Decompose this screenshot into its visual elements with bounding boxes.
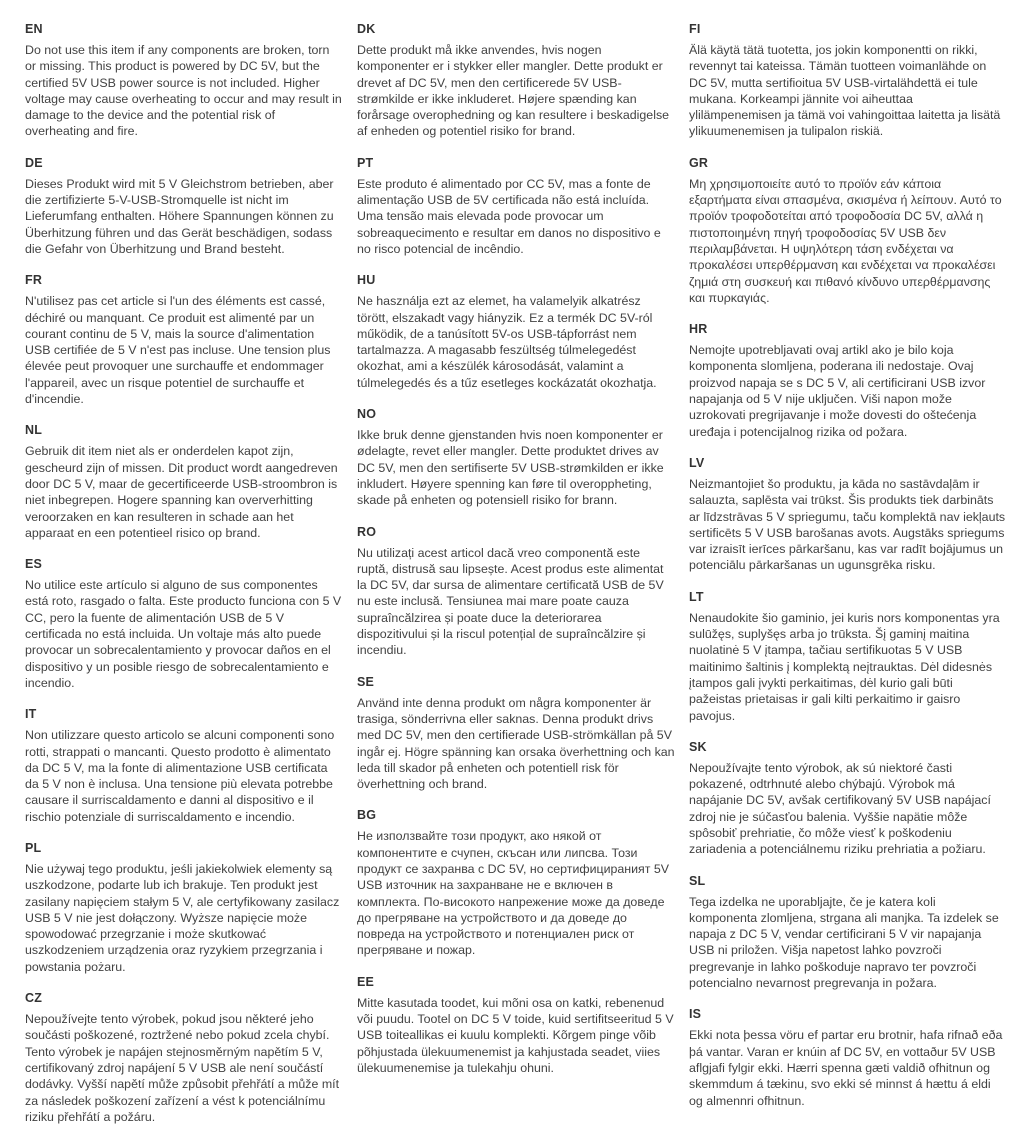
section-es (25, 557, 343, 691)
warning-text-pl: Nie używaj tego produktu, jeśli jakiekolwiek elementy są uszkodzone, podarte lub ich brakuje. Ten produkt jest zasilany napięciem stałym 5 V, ale certyfikowany zasilacz USB 5 V nie jest dołączony. Wyższe napięcie może spowodować przegrzanie i może skutkować uszkodzeniem urządzenia oraz ryzykiem przegrzania i powstania pożaru. (25, 861, 340, 974)
warning-text-bg: Не използвайте този продукт, ако някой от компонентите е счупен, скъсан или липсва. Този продукт се захранва с DC 5V, но сертифицираният 5V USB източник на захранване не е включен в комплекта. По-високото напрежение може да доведе до прегряване на устройството и да доведе до повреда на устройството и потенциален риск от прегряване и пожар. (357, 829, 670, 958)
language-code-hr: HR (689, 322, 708, 337)
section-de (25, 156, 343, 257)
language-code-lv: LV (689, 455, 705, 470)
section-lt (689, 590, 1007, 724)
warning-text-en: Do not use this item if any components are broken, torn or missing. This product is powered by DC 5V, but the certified 5V USB power source is not included. Higher voltage may cause overheating to occur and may result in damage to the device and the potential risk of overheating and fire. (25, 43, 342, 139)
section-ee (357, 975, 675, 1076)
language-code-ee: EE (357, 974, 375, 989)
column-1 (25, 22, 343, 1141)
warning-text-lv: Neizmantojiet šo produktu, ja kāda no sastāvdaļām ir salauzta, saplēsta vai trūkst. Šis produkts tiek darbināts ar līdzstrāvas 5 V spriegumu, taču komplektā nav iekļauts sertificēts 5 V USB barošanas avots. Augstāks spriegums var izraisīt ierīces pārkaršanu, kas var radīt bojājumus un potenciālu pārkaršanas un ugunsgrēka risku. (689, 476, 1006, 573)
warning-text-hu: Ne használja ezt az elemet, ha valamelyik alkatrész törött, elszakadt vagy hiányzik. Ez a termék DC 5V-ról működik, de a tanúsított 5V-os USB-tápforrást nem tartalmazza. A magasabb feszültség túlmelegedést okozhat, ami a készülék károsodását, valamint a túlmelegedés és a tűz esetleges kockázatát okozhatja. (357, 294, 657, 390)
section-dk (357, 22, 675, 140)
section-sk (689, 740, 1007, 858)
warning-text-cz: Nepoužívejte tento výrobek, pokud jsou některé jeho součásti poškozené, roztržené nebo pokud zcela chybí. Tento výrobek je napájen stejnosměrným napětím 5 V, certifikovaný zdroj napájení 5 V USB ale není součástí dodávky. Vyšší napětí může způsobit přehřátí a může mít za následek poškození zařízení a vést k potenciálnímu riziku přehřátí a požáru. (25, 1012, 340, 1124)
language-code-nl: NL (25, 423, 43, 438)
column-2 (357, 22, 675, 1141)
warning-text-sk: Nepoužívajte tento výrobok, ak sú niektoré časti pokazené, odtrhnuté alebo chýbajú. Výrobok má napájanie DC 5V, avšak certifikovaný 5V USB napájací zdroj nie je súčasťou balenia. Vyššie napätie môže spôsobiť prehriatie, čo môže viesť k poškodeniu zariadenia a potenciálnemu riziku prehriatia a požiaru. (689, 760, 991, 857)
warning-text-de: Dieses Produkt wird mit 5 V Gleichstrom betrieben, aber die zertifizierte 5-V-USB-Stromquelle ist nicht im Lieferumfang enthalten. Höhere Spannungen können zu Überhitzung führen und das Gerät beschädigen, sodass die Gefahr von Überhitzung und Brand besteht. (25, 176, 334, 256)
language-code-it: IT (25, 707, 37, 722)
warning-text-fr: N'utilisez pas cet article si l'un des éléments est cassé, déchiré ou manquant. Ce produit est alimenté par un courant continu de 5 V, mais la source d'alimentation USB certifiée de 5 V n'est pas incluse. Une tension plus élevée peut provoquer une surchauffe et endommager l'appareil, avec un risque potentiel de surchauffe et d'incendie. (25, 294, 331, 407)
language-code-fi: FI (689, 22, 701, 36)
language-code-sl: SL (689, 873, 706, 888)
language-code-sk: SK (689, 739, 707, 754)
section-se (357, 675, 675, 793)
warning-text-is: Ekki nota þessa vöru ef partar eru brotnir, hafa rifnað eða þá vantar. Varan er knúin af DC 5V, en vottaður 5V USB aflgjafi fylgir ekki. Hærri spenna gæti valdið ofhitnun og skemmdum á tækinu, svo ekki sé minnst á hættu á eldi og almennri ofhitnun. (689, 1028, 1003, 1108)
language-code-fr: FR (25, 273, 43, 288)
section-fr (25, 273, 343, 407)
warning-text-fi: Älä käytä tätä tuotetta, jos jokin komponentti on rikki, revennyt tai kateissa. Tämän tuotteen voimanlähde on DC 5V, mutta sertifioitua 5V USB-virtalähdettä ei tule mukana. Korkeampi jännite voi aiheuttaa ylilämpenemisen ja tämä voi vahingoittaa laitetta ja lisätä ylikuumenemisen ja tulipalon riskiä. (689, 43, 1001, 139)
section-gr (689, 156, 1007, 306)
warning-text-ro: Nu utilizați acest articol dacă vreo componentă este ruptă, distrusă sau lipsește. Acest produs este alimentat la DC 5V, dar sursa de alimentare certificată USB de 5V nu este inclusă. Tensiunea mai mare poate cauza supraîncălzirea și poate duce la deteriorarea dispozitivului și la riscul potențial de supraîncălzire și incendiu. (357, 545, 664, 658)
column-3 (689, 22, 1007, 1141)
language-code-no: NO (357, 407, 377, 422)
language-code-es: ES (25, 557, 43, 572)
warning-text-hr: Nemojte upotrebljavati ovaj artikl ako je bilo koja komponenta slomljena, poderana ili nedostaje. Ovaj proizvod napaja se s DC 5 V, ali certificirani USB izvor napajanja od 5 V nije uključen. Viši napon može uzrokovati pregrijavanje i može dovesti do oštećenja uređaja i potencijalnog rizika od požara. (689, 343, 986, 439)
section-nl (25, 423, 343, 541)
language-code-cz: CZ (25, 991, 43, 1006)
language-code-pt: PT (357, 155, 374, 170)
language-code-bg: BG (357, 808, 377, 823)
section-bg (357, 808, 675, 958)
warning-text-se: Använd inte denna produkt om några komponenter är trasiga, sönderrivna eller saknas. Denna produkt drivs med DC 5V, men den certifierade USB-strömkällan på 5V ingår ej. Högre spänning kan orsaka överhettning och kan leda till skador på enheten och potentiell risk för överhettning och brand. (357, 695, 675, 792)
section-no (357, 407, 675, 508)
section-lv (689, 456, 1007, 574)
section-sl (689, 874, 1007, 992)
warning-text-sl: Tega izdelka ne uporabljajte, če je katera koli komponenta zlomljena, strgana ali manjka. Ta izdelek se napaja z DC 5 V, vendar certificirani 5 V vir napajanja USB ni priložen. Višja napetost lahko povzroči pregrevanje in lahko poškoduje napravo ter povzroči potencialno nevarnost pregrevanja in požara. (689, 894, 999, 991)
language-code-se: SE (357, 674, 375, 689)
language-code-de: DE (25, 155, 43, 170)
warning-text-dk: Dette produkt må ikke anvendes, hvis nogen komponenter er i stykker eller mangler. Dette produkt er drevet af DC 5V, men den certificerede 5V USB-strømkilde er ikke inkluderet. Højere spænding kan forårsage overophedning og kan resultere i beskadigelse af enheden og potentiel risiko for brand. (357, 43, 670, 139)
warning-text-no: Ikke bruk denne gjenstanden hvis noen komponenter er ødelagte, revet eller mangler. Dette produktet drives av DC 5V, men den sertifiserte 5V USB-strømkilden er ikke inkludert. Høyere spenning kan føre til overoppheting, skade på enheten og potensiell risiko for brann. (357, 428, 664, 508)
section-pl (25, 841, 343, 975)
warning-text-ee: Mitte kasutada toodet, kui mõni osa on katki, rebenenud või puudu. Tootel on DC 5 V toide, kuid sertifitseeritud 5 V USB toiteallikas ei kuulu komplekti. Kõrgem pinge võib põhjustada ülekuumenemist ja kahjustada seadet, viies ülekuumenemise ja tulekahju ohuni. (357, 995, 674, 1075)
section-is (689, 1007, 1007, 1108)
warning-text-gr: Μη χρησιμοποιείτε αυτό το προϊόν εάν κάποια εξαρτήματα είναι σπασμένα, σκισμένα ή λείπουν. Αυτό το προϊόν τροφοδοτείται από τροφοδοσία DC 5V, αλλά η πιστοποιημένη πηγή τροφοδοσίας 5V USB δεν περιλαμβάνεται. Η υψηλότερη τάση ενδέχεται να προκαλέσει υπερθέρμανση και ενδέχεται να προκαλέσει ζημιά στη συσκευή και πιθανό κίνδυνο υπερθέρμανσης και πυρκαγιάς. (689, 176, 1002, 305)
section-hr (689, 322, 1007, 440)
warning-text-nl: Gebruik dit item niet als er onderdelen kapot zijn, gescheurd zijn of missen. Dit product wordt aangedreven door DC 5 V, maar de gecertificeerde USB-stroombron is niet inbegrepen. Hogere spanning kan oververhitting veroorzaken en kan resulteren in schade aan het apparaat en een potentieel risico op brand. (25, 444, 338, 540)
section-it (25, 707, 343, 825)
section-fi (689, 22, 1007, 140)
warning-text-lt: Nenaudokite šio gaminio, jei kuris nors komponentas yra sulūžęs, suplyšęs arba jo trūksta. Šį gaminį maitina nuolatinė 5 V įtampa, tačiau sertifikuotas 5 V USB maitinimo šaltinis į komplektą neįtrauktas. Dėl didesnės įtampos gali įvykti perkaitimas, dėl kurio gali būti pažeistas prietaisas ir gali kilti perkaitimo ir gaisro pavojus. (689, 610, 1000, 723)
warning-text-pt: Este produto é alimentado por CC 5V, mas a fonte de alimentação USB de 5V certificada não está incluída. Uma tensão mais elevada pode provocar um sobreaquecimento e resultar em danos no dispositivo e no risco potencial de incêndio. (357, 176, 661, 256)
language-code-gr: GR (689, 155, 709, 170)
warning-text-es: No utilice este artículo si alguno de sus componentes está roto, rasgado o falta. Este producto funciona con 5 V CC, pero la fuente de alimentación USB de 5 V certificada no está incluida. Un voltaje más alto puede provocar un sobrecalentamiento y provocar daños en el dispositivo y un posible riesgo de sobrecalentamiento e incendio. (25, 578, 342, 690)
language-code-en: EN (25, 22, 43, 36)
warning-text-it: Non utilizzare questo articolo se alcuni componenti sono rotti, strappati o mancanti. Questo prodotto è alimentato da DC 5 V, ma la fonte di alimentazione USB certificata da 5 V non è inclusa. Una tensione più elevata potrebbe causare il surriscaldamento e danni al dispositivo e il rischio potenziale di surriscaldamento e incendio. (25, 728, 335, 824)
section-hu (357, 273, 675, 391)
section-en (25, 22, 343, 140)
language-code-is: IS (689, 1007, 702, 1022)
language-code-lt: LT (689, 589, 704, 604)
section-cz (25, 991, 343, 1125)
language-code-hu: HU (357, 273, 376, 288)
language-code-dk: DK (357, 22, 376, 36)
language-code-pl: PL (25, 840, 42, 855)
section-ro (357, 525, 675, 659)
section-pt (357, 156, 675, 257)
language-code-ro: RO (357, 524, 377, 539)
